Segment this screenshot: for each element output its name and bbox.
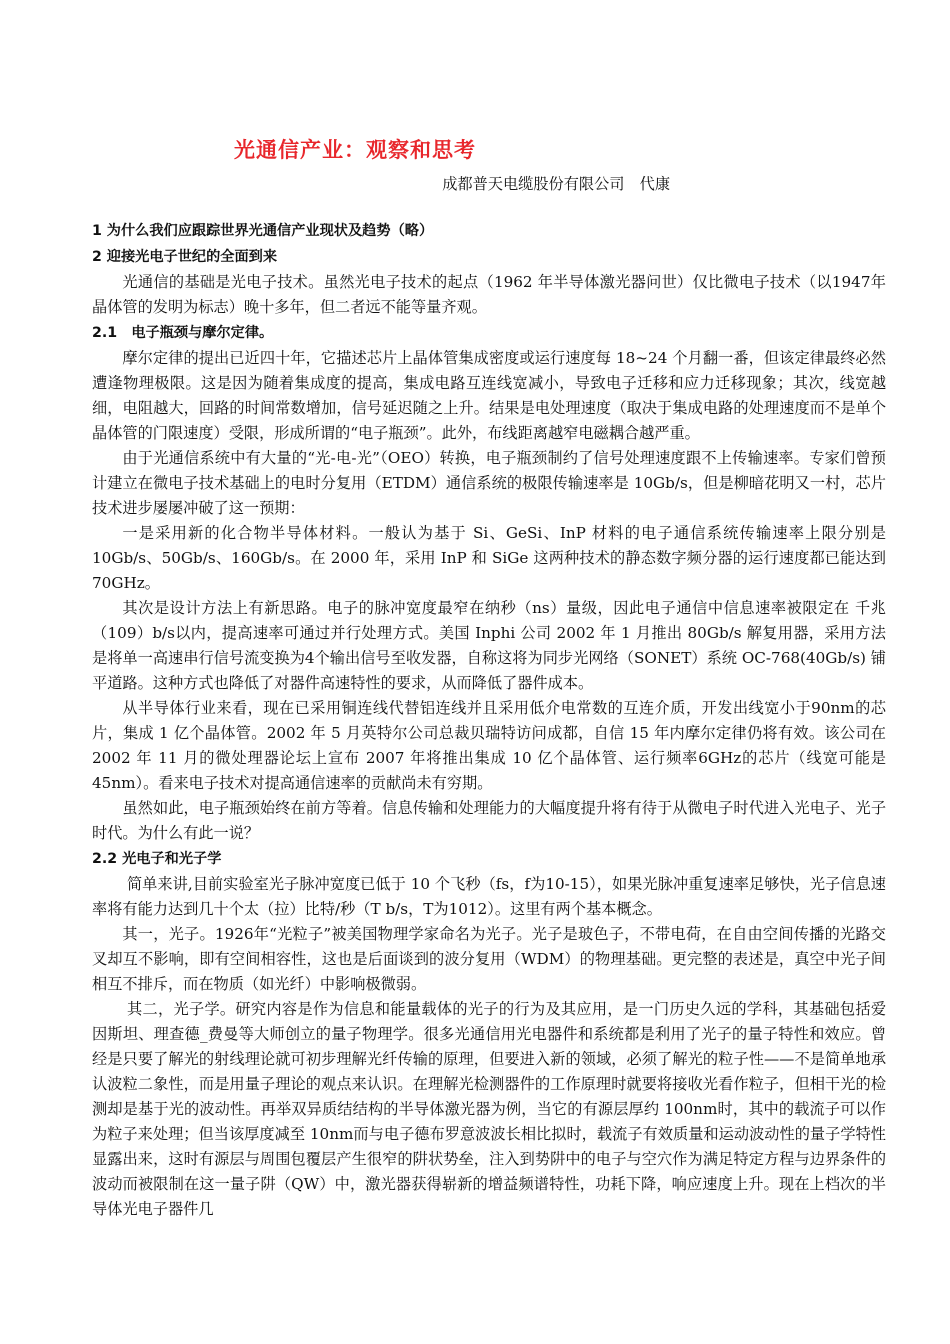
section-heading-1: 1 为什么我们应跟踪世界光通信产业现状及趋势（略） xyxy=(92,223,434,239)
section-heading-2: 2 迎接光电子世纪的全面到来 xyxy=(92,249,278,265)
paragraph: 其一，光子。1926年“光粒子”被美国物理学家命名为光子。光子是玻色子，不带电荷，在自由空间传播的光路交叉却互不影响，即有空间相容性，这也是后面谈到的波分复用（WDM）的物理基础。更完整的表述是，真空中光子间相互不排斥，而在物质（如光纤）中影响极微弱。 xyxy=(92,925,886,993)
paragraph: 简单来讲,目前实验室光子脉冲宽度已低于 10 个飞秒（fs，f为10-15），如果光脉冲重复速率足够快，光子信息速率将有能力达到几十个太（拉）比特/秒（T b/s，T为1012）。这里有两个基本概念。 xyxy=(92,875,886,918)
paragraph: 从半导体行业来看，现在已采用铜连线代替铝连线并且采用低介电常数的互连介质，开发出线宽小于90nm的芯片，集成 1 亿个晶体管。2002 年 5 月英特尔公司总裁贝瑞特访问成都，自信 15 年内摩尔定律仍将有效。该公司在 2002 年 11 月的微处理器论坛上宣布 2007 年将推出集成 10 亿个晶体管、运行频率6GHz的芯片（线宽可能是 45nm）。看来电子技术对提高通信速率的贡献尚未有穷期。 xyxy=(92,699,886,792)
author-line: 成都普天电缆股份有限公司 代康 xyxy=(442,175,670,193)
paragraph: 光通信的基础是光电子技术。虽然光电子技术的起点（1962 年半导体激光器问世）仅比微电子技术（以1947年晶体管的发明为标志）晚十多年，但二者远不能等量齐观。 xyxy=(92,273,886,316)
paragraph: 由于光通信系统中有大量的“光-电-光”（OEO）转换，电子瓶颈制约了信号处理速度跟不上传输速率。专家们曾预计建立在微电子技术基础上的电时分复用（ETDM）通信系统的极限传输速率是 10Gb/s，但是柳暗花明又一村，芯片技术进步屡屡冲破了这一预期： xyxy=(92,449,886,517)
paragraph: 其次是设计方法上有新思路。电子的脉冲宽度最窄在纳秒（ns）量级，因此电子通信中信息速率被限定在 千兆（109）b/s以内，提高速率可通过并行处理方式。美国 Inphi 公司 2002 年 1 月推出 80Gb/s 解复用器，采用方法是将单一高速串行信号流变换为4个输出信号至收发器，自称这将为同步光网络（SONET）系统 OC-768(40Gb/s) 铺平道路。这种方式也降低了对器件高速特性的要求，从而降低了器件成本。 xyxy=(92,599,886,692)
section-heading-2-1: 2.1 电子瓶颈与摩尔定律。 xyxy=(92,325,274,341)
paragraph: 其二，光子学。研究内容是作为信息和能量载体的光子的行为及其应用，是一门历史久远的学科，其基础包括爱因斯坦、理查德_费曼等大师创立的量子物理学。很多光通信用光电器件和系统都是利用了光子的量子特性和效应。曾经是只要了解光的射线理论就可初步理解光纤传输的原理，但要进入新的领域，必须了解光的粒子性——不是简单地承认波粒二象性，而是用量子理论的观点来认识。在理解光检测器件的工作原理时就要将接收光看作粒子，但相干光的检测却是基于光的波动性。再举双异质结结构的半导体激光器为例，当它的有源层厚约 100nm时，其中的载流子可以作为粒子来处理；但当该厚度减至 10nm而与电子德布罗意波波长相比拟时，载流子有效质量和运动波动性的量子学特性显露出来，这时有源层与周围包覆层产生很窄的阱状势垒，注入到势阱中的电子与空穴作为满足特定方程与边界条件的波动而被限制在这一量子阱（QW）中，激光器获得崭新的增益频谱特性，功耗下降，响应速度上升。现在上档次的半导体光电子器件几 xyxy=(92,1000,886,1218)
document-title: 光通信产业：观察和思考 xyxy=(234,138,476,162)
paragraph: 摩尔定律的提出已近四十年，它描述芯片上晶体管集成密度或运行速度每 18~24 个月翻一番，但该定律最终必然遭逢物理极限。这是因为随着集成度的提高，集成电路互连线宽减小，导致电子迁移和应力迁移现象；其次，线宽越细，电阻越大，回路的时间常数增加，信号延迟随之上升。结果是电处理速度（取决于集成电路的处理速度而不是单个晶体管的门限速度）受限，形成所谓的“电子瓶颈”。此外，布线距离越窄电磁耦合越严重。 xyxy=(92,349,886,442)
paragraph: 虽然如此，电子瓶颈始终在前方等着。信息传输和处理能力的大幅度提升将有待于从微电子时代进入光电子、光子时代。为什么有此一说？ xyxy=(92,799,886,842)
section-heading-2-2: 2.2 光电子和光子学 xyxy=(92,851,222,867)
paragraph: 一是采用新的化合物半导体材料。一般认为基于 Si、GeSi、InP 材料的电子通信系统传输速率上限分别是 10Gb/s、50Gb/s、160Gb/s。在 2000 年，采用 InP 和 SiGe 这两种技术的静态数字频分器的运行速度都已能达到 70GHz。 xyxy=(92,524,886,592)
document-page xyxy=(92,130,886,1222)
